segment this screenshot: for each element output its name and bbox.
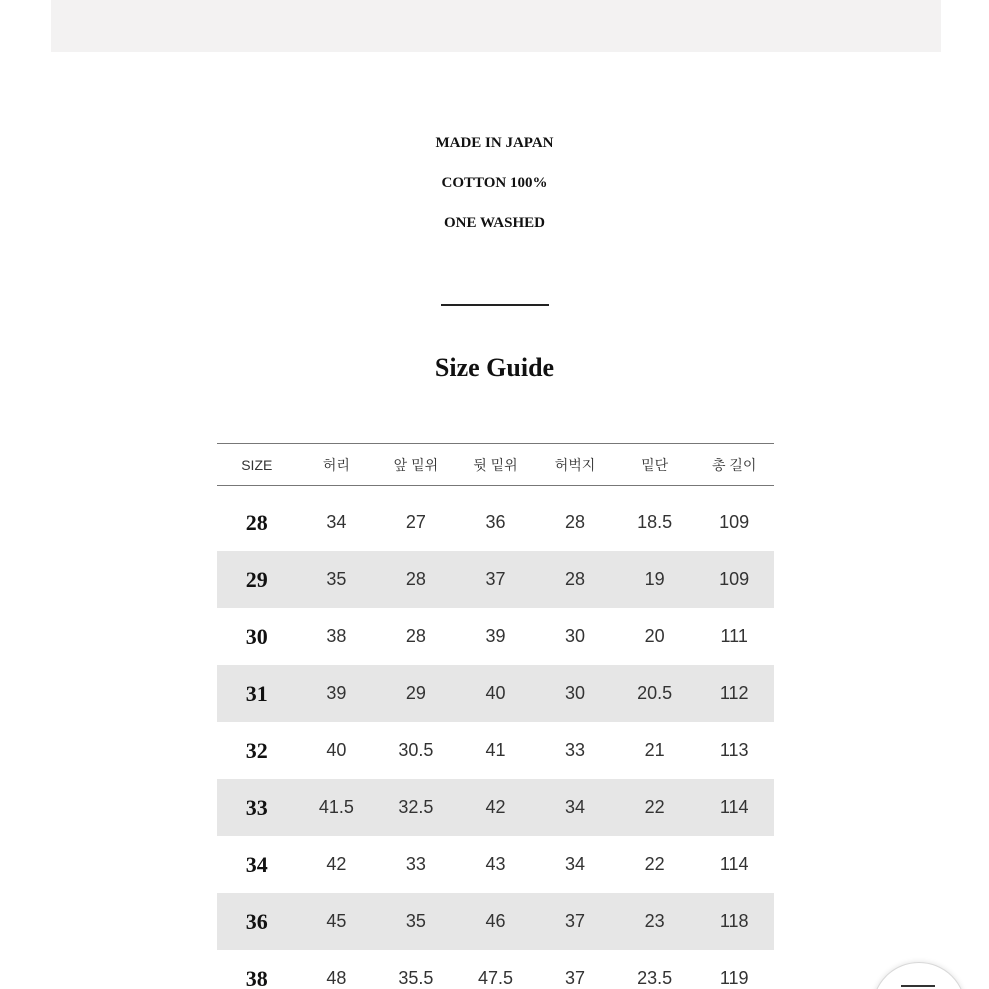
back-rise-cell: 37	[456, 551, 536, 608]
product-info	[0, 128, 989, 248]
size-cell: 29	[217, 551, 297, 608]
header-waist: 허리	[297, 444, 377, 486]
total-length-cell: 109	[694, 551, 774, 608]
back-rise-cell: 40	[456, 665, 536, 722]
table-row	[217, 551, 774, 608]
front-rise-cell: 35.5	[398, 968, 434, 988]
total-length-cell: 114	[694, 779, 774, 836]
scroll-top-button[interactable]	[872, 962, 966, 989]
section-divider	[441, 304, 549, 306]
waist-cell: 48	[326, 968, 347, 988]
header-total-length: 총 길이	[694, 444, 774, 486]
size-cell: 38	[245, 965, 268, 989]
front-rise-cell: 28	[376, 551, 456, 608]
waist-cell: 38	[326, 626, 347, 646]
header-size: SIZE	[217, 444, 297, 486]
waist-cell: 45	[297, 893, 377, 950]
hem-cell: 22	[644, 854, 665, 874]
spacer-row	[217, 486, 774, 495]
size-cell: 28	[245, 509, 268, 535]
total-length-cell: 111	[720, 626, 748, 646]
hem-cell: 20	[644, 626, 665, 646]
total-length-cell: 119	[719, 968, 749, 988]
waist-cell: 35	[297, 551, 377, 608]
top-banner	[51, 0, 941, 52]
size-cell: 31	[217, 665, 297, 722]
scroll-top-icon	[901, 985, 935, 987]
back-rise-cell: 41	[485, 740, 506, 760]
table-header-row	[217, 444, 774, 486]
wash-text: ONE WASHED	[443, 215, 545, 231]
thigh-cell: 30	[535, 665, 615, 722]
back-rise-cell: 39	[485, 626, 506, 646]
back-rise-cell: 46	[456, 893, 536, 950]
size-cell: 32	[245, 737, 268, 763]
total-length-cell: 118	[694, 893, 774, 950]
spacer-cell	[217, 486, 774, 495]
hem-cell: 22	[615, 779, 695, 836]
front-rise-cell: 32.5	[376, 779, 456, 836]
header-thigh: 허벅지	[535, 444, 615, 486]
thigh-cell: 28	[535, 551, 615, 608]
total-length-cell: 109	[719, 512, 750, 532]
waist-cell: 42	[326, 854, 347, 874]
table-row	[217, 494, 774, 551]
hem-cell: 18.5	[637, 512, 673, 532]
waist-cell: 40	[326, 740, 347, 760]
back-rise-cell: 42	[456, 779, 536, 836]
size-cell: 36	[217, 893, 297, 950]
hem-cell: 23.5	[637, 968, 673, 988]
header-front-rise: 앞 밑위	[376, 444, 456, 486]
thigh-cell: 30	[565, 626, 586, 646]
front-rise-cell: 27	[405, 512, 426, 532]
header-back-rise: 뒷 밑위	[456, 444, 536, 486]
thigh-cell: 37	[535, 893, 615, 950]
thigh-cell: 33	[565, 740, 586, 760]
table-row	[217, 893, 774, 950]
table-row	[217, 779, 774, 836]
size-guide-title: Size Guide	[434, 353, 555, 382]
front-rise-cell: 35	[376, 893, 456, 950]
front-rise-cell: 28	[405, 626, 426, 646]
back-rise-cell: 43	[485, 854, 506, 874]
hem-cell: 19	[615, 551, 695, 608]
waist-cell: 41.5	[297, 779, 377, 836]
front-rise-cell: 29	[376, 665, 456, 722]
back-rise-cell: 36	[485, 512, 506, 532]
table-row	[217, 950, 774, 989]
origin-text: MADE IN JAPAN	[435, 135, 554, 151]
front-rise-cell: 30.5	[398, 740, 434, 760]
table-row	[217, 722, 774, 779]
waist-cell: 34	[326, 512, 347, 532]
total-length-cell: 113	[719, 740, 749, 760]
total-length-cell: 114	[719, 854, 749, 874]
front-rise-cell: 33	[405, 854, 426, 874]
total-length-cell: 112	[694, 665, 774, 722]
size-cell: 30	[245, 623, 268, 649]
thigh-cell: 28	[565, 512, 586, 532]
table-row	[217, 665, 774, 722]
thigh-cell: 37	[565, 968, 586, 988]
back-rise-cell: 47.5	[477, 968, 513, 988]
material-text: COTTON 100%	[441, 175, 548, 191]
size-cell: 33	[217, 779, 297, 836]
table-row	[217, 836, 774, 893]
hem-cell: 21	[644, 740, 665, 760]
size-guide-table	[217, 443, 774, 989]
size-cell: 34	[245, 851, 268, 877]
header-hem: 밑단	[615, 444, 695, 486]
thigh-cell: 34	[535, 779, 615, 836]
hem-cell: 23	[615, 893, 695, 950]
thigh-cell: 34	[565, 854, 586, 874]
hem-cell: 20.5	[615, 665, 695, 722]
table-row	[217, 608, 774, 665]
waist-cell: 39	[297, 665, 377, 722]
